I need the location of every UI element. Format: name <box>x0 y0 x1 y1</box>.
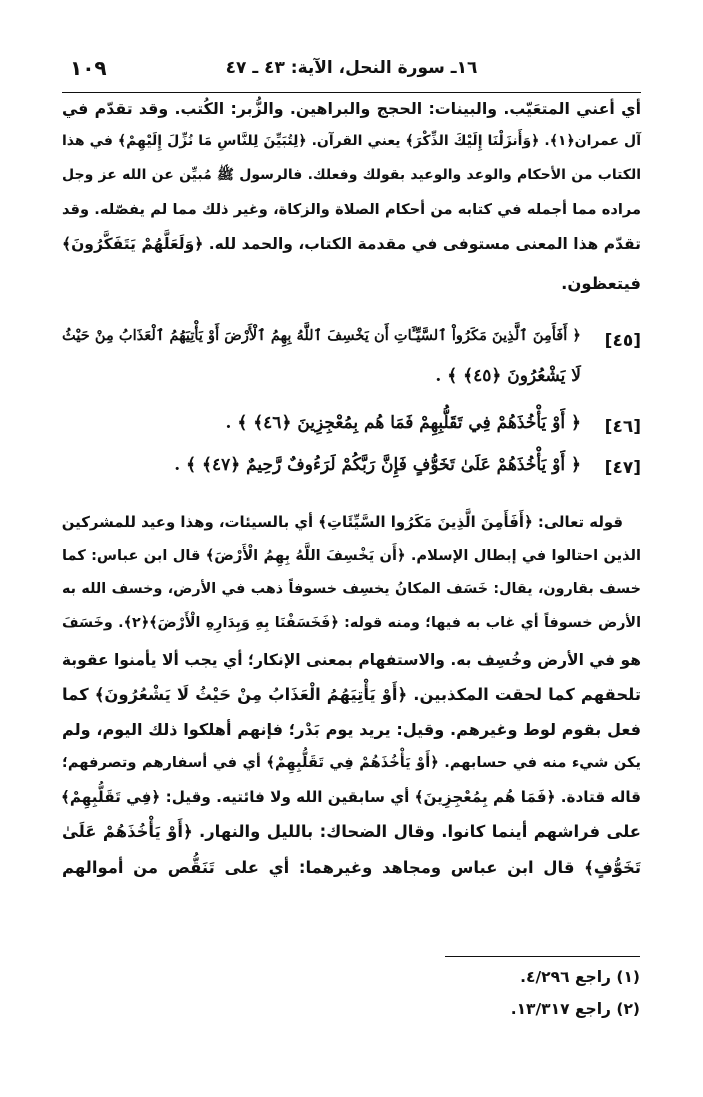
text-line: قاله قتادة. ﴿فَمَا هُم بِمُعْجِزِينَ﴾ أي سابقين الله ولا فائتيه. وقيل: ﴿فِي تَقَلُّبِهِمْ﴾ <box>60 788 641 806</box>
text-line: مراده مما أجمله في كتابه من أحكام الصلاة والزكاة، وغير ذلك مما لم يفصّله. وقد <box>62 201 641 218</box>
verse-text-line: لَا يَشْعُرُونَ ﴿٤٥﴾ ﴾ . <box>435 366 581 386</box>
verse-text-line: ﴿ أَوْ يَأْخُذَهُمْ فِي تَقَلُّبِهِمْ فَمَا هُم بِمُعْجِزِينَ ﴿٤٦﴾ ﴾ . <box>225 413 581 433</box>
text-line: أي أعني المتعَيّب. والبينات: الحجج والبراهين. والزُّبر: الكُتب. وقد تقدّم في <box>62 99 641 118</box>
text-line: هو في الأرض وخُسِف به. والاستفهام بمعنى الإنكار؛ أي يجب ألا يأمنوا عقوبة <box>61 651 641 669</box>
text-line: الذين احتالوا في إبطال الإسلام. ﴿أَن يَخْسِفَ اللَّهُ بِهِمُ الْأَرْضَ﴾ قال ابن عباس: كما <box>62 547 641 564</box>
text-line: على فراشهم أينما كانوا. وقال الضحاك: بالليل والنهار. ﴿أَوْ يَأْخُذَهُمْ عَلَىٰ <box>62 822 641 841</box>
text-line: الكتاب من الأحكام والوعد والوعيد بقولك وفعلك. فالرسول ﷺ مُبيِّن عن الله عز وجل <box>62 167 641 183</box>
text-line: فعل بقوم لوط وغيرهم. وقيل: يريد يوم بَدْر؛ فإنهم أهلكوا ذلك اليوم، ولم <box>62 720 641 739</box>
text-line: الأرض خسوفاً أي غاب به فيها؛ ومنه قوله: ﴿فَخَسَفْنَا بِهِ وَبِدَارِهِ الْأَرْضَ﴾﴿٢﴾. وخَسَفَ <box>62 615 641 631</box>
footnote-rule <box>445 956 640 957</box>
footnote: (١) راجع ٤/٢٩٦. <box>520 968 640 986</box>
footnote: (٢) راجع ١٣/٣١٧. <box>510 1000 640 1018</box>
text-line: يكن شيء منه في حسابهم. ﴿أَوْ يَأْخُذَهُمْ فِي تَقَلُّبِهِمْ﴾ أي في أسفارهم وتصرفهم؛ <box>62 754 641 771</box>
verse-text-line: ﴿ أَوْ يَأْخُذَهُمْ عَلَىٰ تَخَوُّفٍ فَإِنَّ رَبَّكُمْ لَرَءُوفٌ رَّحِيمٌ ﴿٤٧﴾ ﴾ . <box>174 455 581 475</box>
text-line: تقدّم هذا المعنى مستوفى في مقدمة الكتاب، والحمد لله. ﴿وَلَعَلَّهُمْ يَتَفَكَّرُونَ﴾ <box>62 235 641 253</box>
verse-number: [٤٦] <box>604 417 641 437</box>
text-line: آل عمران﴿١﴾. ﴿وَأَنزَلْنَا إِلَيْكَ الذِّكْرَ﴾ يعني القرآن. ﴿لِتُبَيِّنَ لِلنَّاسِ مَا نُزِّلَ إِلَيْهِمْ﴾ في هذا <box>62 133 642 149</box>
text-line: تَخَوُّفٍ﴾ قال ابن عباس ومجاهد وغيرهما: أي على تَنَقُّص من أموالهم <box>62 858 641 877</box>
page-number: ١٠٩ <box>70 56 107 80</box>
verse-number: [٤٧] <box>604 458 641 478</box>
page-header <box>62 56 641 90</box>
running-title: ١٦ـ سورة النحل، الآية: ٤٣ ـ ٤٧ <box>225 58 478 78</box>
text-line: قوله تعالى: ﴿أَفَأَمِنَ الَّذِينَ مَكَرُوا السَّيِّئَاتِ﴾ أي بالسيئات، وهذا وعيد للمشركين <box>61 513 623 531</box>
text-line: تلحقهم كما لحقت المكذبين. ﴿أَوْ يَأْتِيَهُمُ الْعَذَابُ مِنْ حَيْثُ لَا يَشْعُرُونَ﴾ كما <box>62 685 641 704</box>
text-line: خسف بقارون، يقال: خَسَف المكانُ يخسِف خسوفاً ذهب في الأرض، وخسف الله به <box>62 581 641 597</box>
header-rule <box>62 92 641 93</box>
verse-number: [٤٥] <box>604 331 641 351</box>
text-line: فيتعظون. <box>561 274 641 293</box>
verse-text-line: ﴿ أَفَأَمِنَ ٱلَّذِينَ مَكَرُواْ ٱلسَّيِّـَٔاتِ أَن يَخْسِفَ ٱللَّهُ بِهِمُ ٱلْأَرْضَ أَوْ يَأْتِيَهُمُ ٱلْعَذَابُ مِنْ حَيْثُ <box>62 327 581 344</box>
